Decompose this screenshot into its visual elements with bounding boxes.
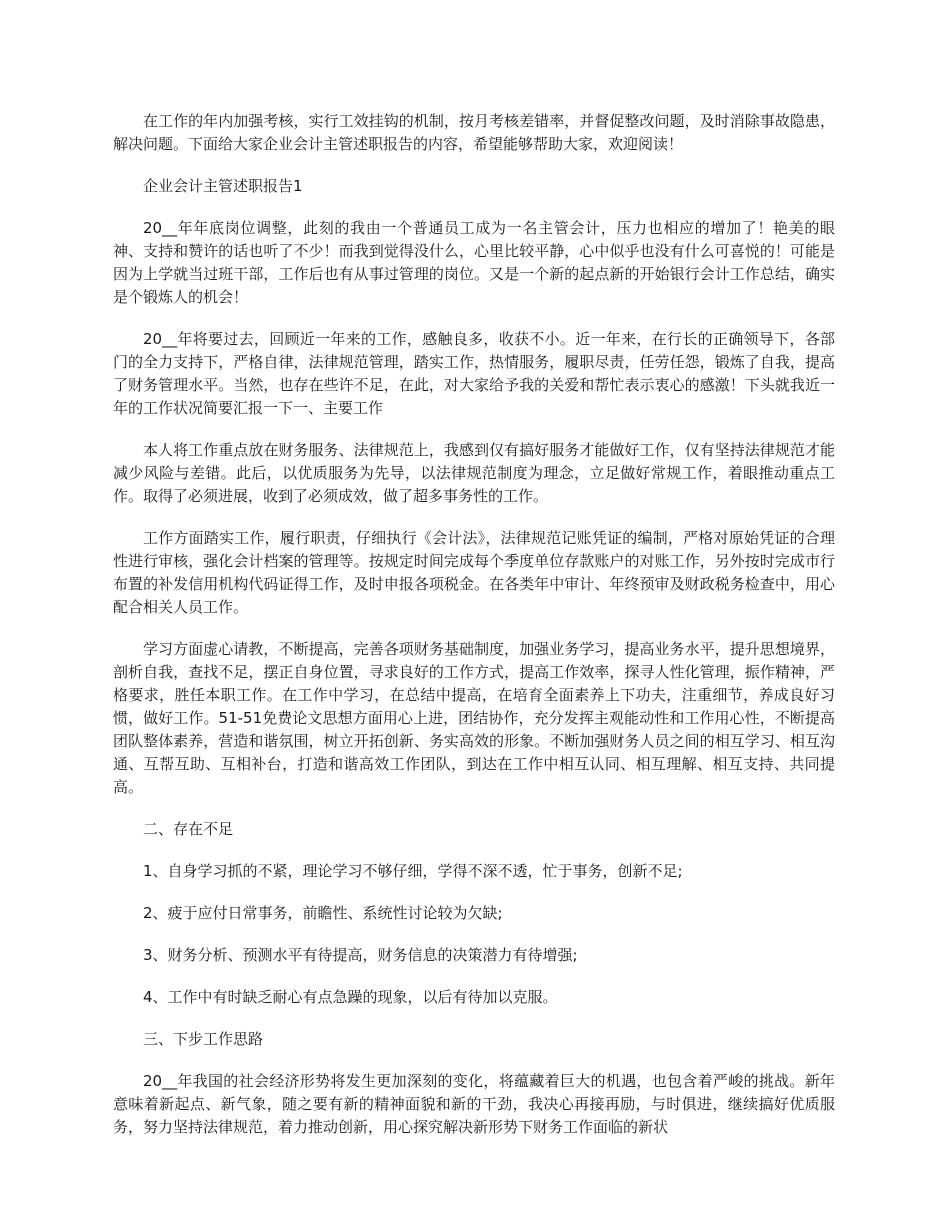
document-body: [113, 110, 835, 1158]
section-heading: 二、存在不足: [143, 820, 234, 838]
intro-paragraph: 在工作的年内加强考核，实行工效挂钩的机制，按月考核差错率，并督促整改问题，及时消除事故隐患，解决问题。下面给大家企业会计主管述职报告的内容，希望能够帮助大家，欢迎阅读！: [113, 112, 835, 153]
body-paragraph: 20__年年底岗位调整，此刻的我由一个普通员工成为一名主管会计，压力也相应的增加了！艳美的眼神、支持和赞许的话也听了不少！而我到觉得没什么，心里比较平静，心中似乎也没有什么可喜悦的！可能是因为上学就当过班干部，工作后也有从事过管理的岗位。又是一个新的起点新的开始银行会计工作总结，确实是个锻炼人的机会！: [113, 219, 835, 306]
list-item: 2、疲于应付日常事务，前瞻性、系统性讨论较为欠缺;: [143, 904, 503, 922]
report-title: 企业会计主管述职报告1: [143, 177, 303, 195]
body-paragraph: 20__年将要过去，回顾近一年来的工作，感触良多，收获不小。近一年来，在行长的正确领导下，各部门的全力支持下，严格自律，法律规范管理，踏实工作，热情服务，履职尽责，任劳任怨，锻炼了自我，提高了财务管理水平。当然，也存在些许不足，在此，对大家给予我的关爱和帮忙表示衷心的感激！下头就我近一年的工作状况简要汇报一下一、主要工作: [113, 330, 835, 417]
body-paragraph: 20__年我国的社会经济形势将发生更加深刻的变化，将蕴藏着巨大的机遇，也包含着严峻的挑战。新年意味着新起点、新气象，随之要有新的精神面貌和新的干劲，我决心再接再励，与时俱进，继续搞好优质服务，努力坚持法律规范，着力推动创新，用心探究解决新形势下财务工作面临的新状: [113, 1072, 835, 1136]
list-item: 3、财务分析、预测水平有待提高，财务信息的决策潜力有待增强;: [143, 946, 578, 964]
section-heading: 三、下步工作思路: [143, 1030, 264, 1048]
list-item: 1、自身学习抓的不紧，理论学习不够仔细，学得不深不透，忙于事务，创新不足;: [143, 862, 683, 880]
body-paragraph: 本人将工作重点放在财务服务、法律规范上，我感到仅有搞好服务才能做好工作，仅有坚持法律规范才能减少风险与差错。此后，以优质服务为先导，以法律规范制度为理念，立足做好常规工作，着眼推动重点工作。取得了必须进展，收到了必须成效，做了超多事务性的工作。: [113, 441, 835, 505]
body-paragraph: 工作方面踏实工作，履行职责，仔细执行《会计法》，法律规范记账凭证的编制，严格对原始凭证的合理性进行审核，强化会计档案的管理等。按规定时间完成每个季度单位存款账户的对账工作，另外按时完成市行布置的补发信用机构代码证得工作，及时申报各项税金。在各类年中审计、年终预审及财政税务检查中，用心配合相关人员工作。: [113, 529, 835, 616]
list-item: 4、工作中有时缺乏耐心有点急躁的现象，以后有待加以克服。: [143, 988, 558, 1006]
body-paragraph: 学习方面虚心请教，不断提高，完善各项财务基础制度，加强业务学习，提高业务水平，提升思想境界，剖析自我，查找不足，摆正自身位置，寻求良好的工作方式，提高工作效率，探寻人性化管理，振作精神，严格要求，胜任本职工作。在工作中学习，在总结中提高，在培育全面素养上下功夫，注重细节，养成良好习惯，做好工作。51-51免费论文思想方面用心上进，团结协作，充分发挥主观能动性和工作用心性，不断提高团队整体素养，营造和谐氛围，树立开拓创新、务实高效的形象。不断加强财务人员之间的相互学习、相互沟通、互帮互助、互相补台，打造和谐高效工作团队，到达在工作中相互认同、相互理解、相互支持、共同提高。: [113, 640, 835, 796]
